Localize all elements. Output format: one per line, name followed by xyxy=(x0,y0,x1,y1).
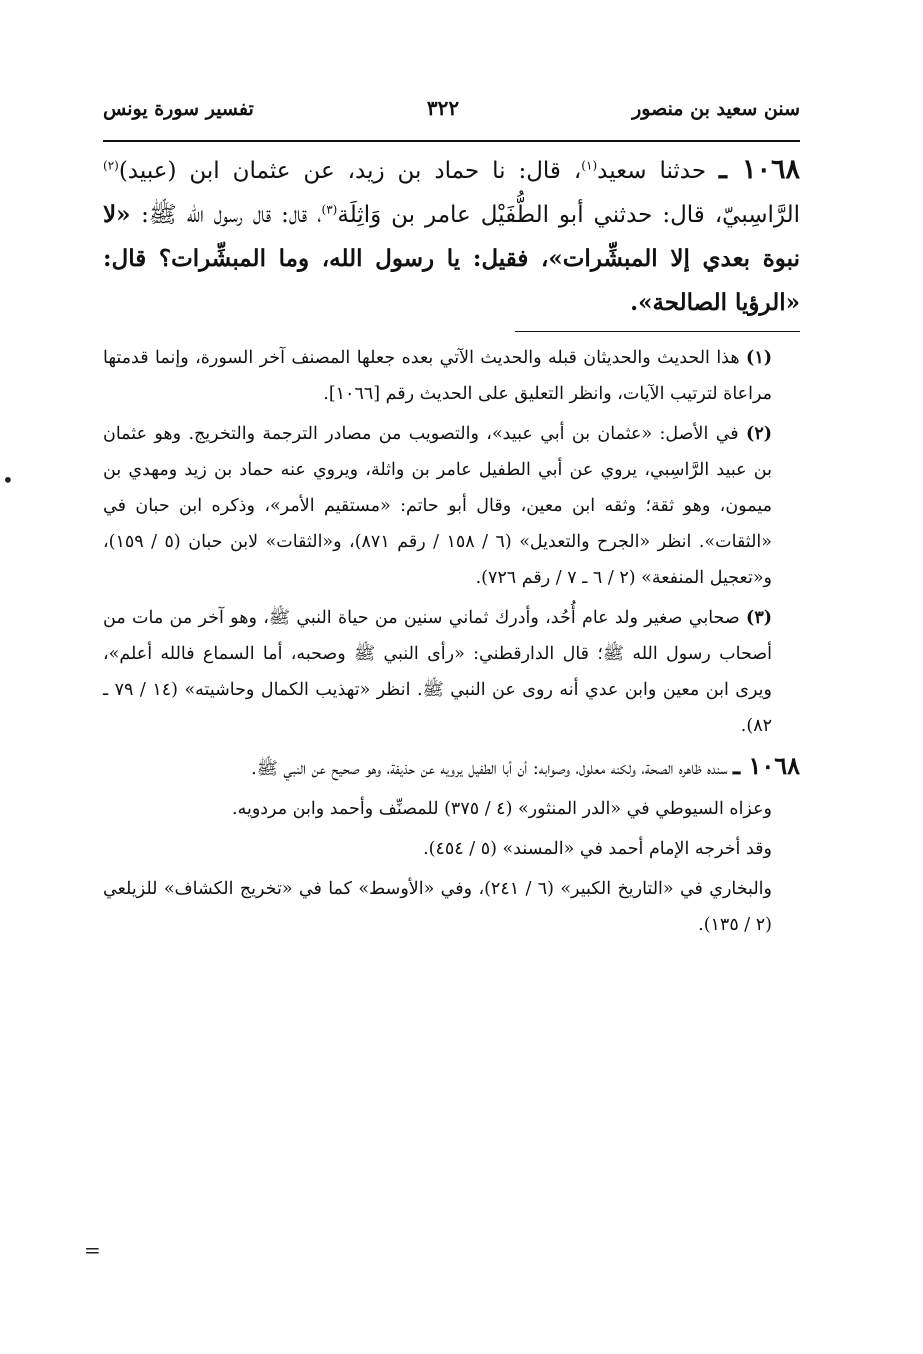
section-title: تفسير سورة يونس xyxy=(103,98,254,120)
commentary-hadith-number: ١٠٦٨ ـ xyxy=(733,751,800,780)
hadith-text xyxy=(103,148,800,325)
continuation-mark: = xyxy=(84,1238,101,1262)
hadith-paragraph xyxy=(103,148,800,325)
hadith-text-1: حدثنا سعيد xyxy=(597,158,707,184)
book-title: سنن سعيد بن منصور xyxy=(632,98,800,120)
page-number: ٣٢٢ xyxy=(426,96,460,120)
hadith-text-4: ، قال: قال رسول الله ﷺ: xyxy=(141,202,322,228)
hadith-number: ١٠٦٨ ـ xyxy=(719,154,801,185)
commentary-text-1: سنده ظاهره الصحة، ولكنه معلول، وصوابه: أن أبا الطفيل يرويه عن حذيفة، وهو صحيح عن النبي ﷺ. xyxy=(251,759,734,779)
commentary-paragraph-1 xyxy=(103,748,800,787)
footnote-ref-3: (٣) xyxy=(321,202,338,217)
commentary-paragraph-4: والبخاري في «التاريخ الكبير» (٦ / ٢٤١)، وفي «الأوسط» كما في «تخريج الكشاف» للزيلعي (٢ / ١٣٥). xyxy=(103,879,772,935)
hadith-text-3: الرَّاسِبيّ، قال: حدثني أبو الطُّفَيْل عامر بن وَاثِلَة xyxy=(337,202,801,228)
footnote-text: في الأصل: «عثمان بن أبي عبيد»، والتصويب من مصادر الترجمة والتخريج. وهو عثمان بن عبيد الرَّاسِبي، يروي عن أبي الطفيل عامر بن واثلة، ويروي عنه حماد بن زيد ومهدي بن ميمون، وهو ثقة؛ وثقه ابن معين، وقال أبو حاتم: «مستقيم الأمر»، وذكره ابن حبان في «الثقات». انظر «الجرح والتعديل» (٦ / ١٥٨ / رقم ٨٧١)، و«الثقات» لابن حبان (٥ / ١٥٩)، و«تعجيل المنفعة» (٢ / ٦ ـ ٧ / رقم ٧٢٦). xyxy=(103,424,772,588)
footnote-3 xyxy=(103,600,800,744)
footnote-number: (١) xyxy=(746,348,772,368)
footnote-1 xyxy=(103,340,800,412)
footnote-number: (٣) xyxy=(746,608,772,628)
footnote-number: (٢) xyxy=(746,424,772,444)
margin-dot: • xyxy=(2,468,14,492)
hadith-text-2: ، قال: نا حماد بن زيد، عن عثمان ابن (عبيد) xyxy=(118,158,582,184)
hadith-quote: «لا نبوة بعدي إلا المبشِّرات»، فقيل: يا رسول الله، وما المبشِّرات؟ قال: «الرؤيا الصالحة». xyxy=(103,201,801,316)
footnote-ref-1: (١) xyxy=(581,158,598,173)
footnote-2 xyxy=(103,416,800,596)
footnote-text: هذا الحديث والحديثان قبله والحديث الآتي بعده جعلها المصنف آخر السورة، وإنما قدمتها مراعاة لترتيب الآيات، وانظر التعليق على الحديث رقم [١٠٦٦]. xyxy=(103,348,772,404)
commentary-paragraph-2: وعزاه السيوطي في «الدر المنثور» (٤ / ٣٧٥) للمصنِّف وأحمد وابن مردويه. xyxy=(232,799,772,819)
footnote-text: صحابي صغير ولد عام أُحُد، وأدرك ثماني سنين من حياة النبي ﷺ، وهو آخر من مات من أصحاب رسول الله ﷺ؛ قال الدارقطني: «رأى النبي ﷺ وصحبه، أما السماع فالله أعلم»، ويرى ابن معين وابن عدي أنه روى عن النبي ﷺ. انظر «تهذيب الكمال وحاشيته» (١٤ / ٧٩ ـ ٨٢). xyxy=(103,608,772,736)
footnotes xyxy=(103,340,800,943)
footnote-separator xyxy=(515,331,800,332)
footnote-ref-2: (٢) xyxy=(103,158,119,173)
book-page xyxy=(103,96,800,947)
commentary-paragraph-3: وقد أخرجه الإمام أحمد في «المسند» (٥ / ٤٥٤). xyxy=(423,839,772,859)
running-header xyxy=(103,96,800,142)
